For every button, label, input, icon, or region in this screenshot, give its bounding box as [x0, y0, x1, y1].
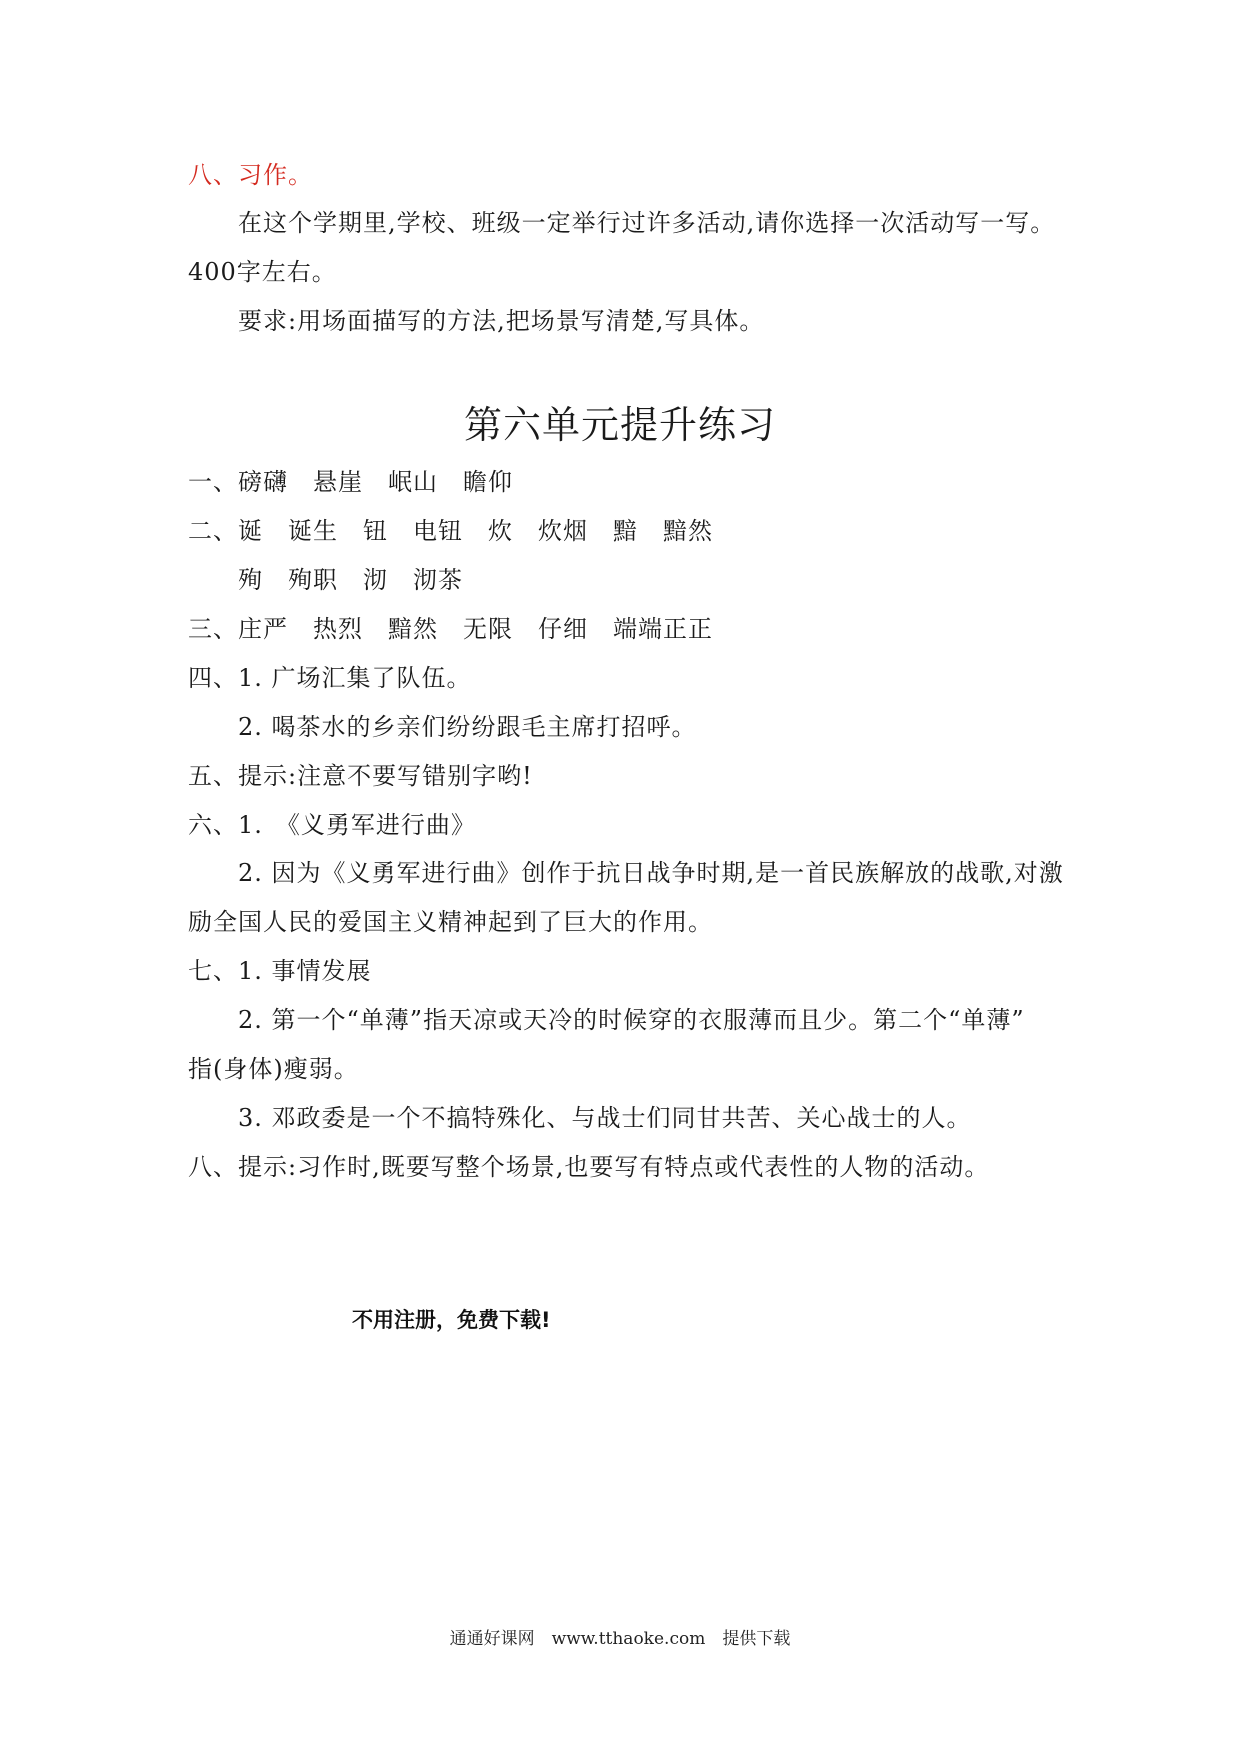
answer-line: 六、1. 《义勇军进行曲》	[188, 811, 476, 839]
answer-line: 三、庄严 热烈 黯然 无限 仔细 端端正正	[188, 615, 713, 643]
free-download-note: 不用注册，免费下载!	[352, 1308, 551, 1332]
answer-line: 五、提示:注意不要写错别字哟!	[188, 762, 533, 790]
answer-line: 七、1. 事情发展	[188, 957, 372, 985]
answer-line: 3. 邓政委是一个不搞特殊化、与战士们同甘共苦、关心战士的人。	[238, 1104, 972, 1132]
answer-line: 殉 殉职 沏 沏茶	[238, 566, 463, 594]
section-8-paragraph-line-1: 在这个学期里,学校、班级一定举行过许多活动,请你选择一次活动写一写。	[238, 209, 1056, 237]
answer-line: 二、诞 诞生 钮 电钮 炊 炊烟 黯 黯然	[188, 517, 713, 545]
answer-line: 2. 喝茶水的乡亲们纷纷跟毛主席打招呼。	[238, 713, 697, 741]
answer-line: 指(身体)瘦弱。	[188, 1055, 359, 1083]
section-8-heading: 八、习作。	[188, 161, 313, 189]
answer-line: 励全国人民的爱国主义精神起到了巨大的作用。	[188, 908, 713, 936]
page-footer: 通通好课网 www.tthaoke.com 提供下载	[449, 1629, 791, 1649]
answers-title: 第六单元提升练习	[463, 403, 776, 447]
answer-line: 一、磅礴 悬崖 岷山 瞻仰	[188, 468, 513, 496]
answer-line: 2. 第一个“单薄”指天凉或天冷的时候穿的衣服薄而且少。第二个“单薄”	[238, 1006, 1025, 1034]
answer-line: 2. 因为《义勇军进行曲》创作于抗日战争时期,是一首民族解放的战歌,对激	[238, 859, 1064, 887]
answer-line: 四、1. 广场汇集了队伍。	[188, 664, 472, 692]
section-8-paragraph-line-2: 400字左右。	[188, 258, 337, 286]
section-8-requirement: 要求:用场面描写的方法,把场景写清楚,写具体。	[238, 307, 765, 335]
answer-line: 八、提示:习作时,既要写整个场景,也要写有特点或代表性的人物的活动。	[188, 1153, 990, 1181]
